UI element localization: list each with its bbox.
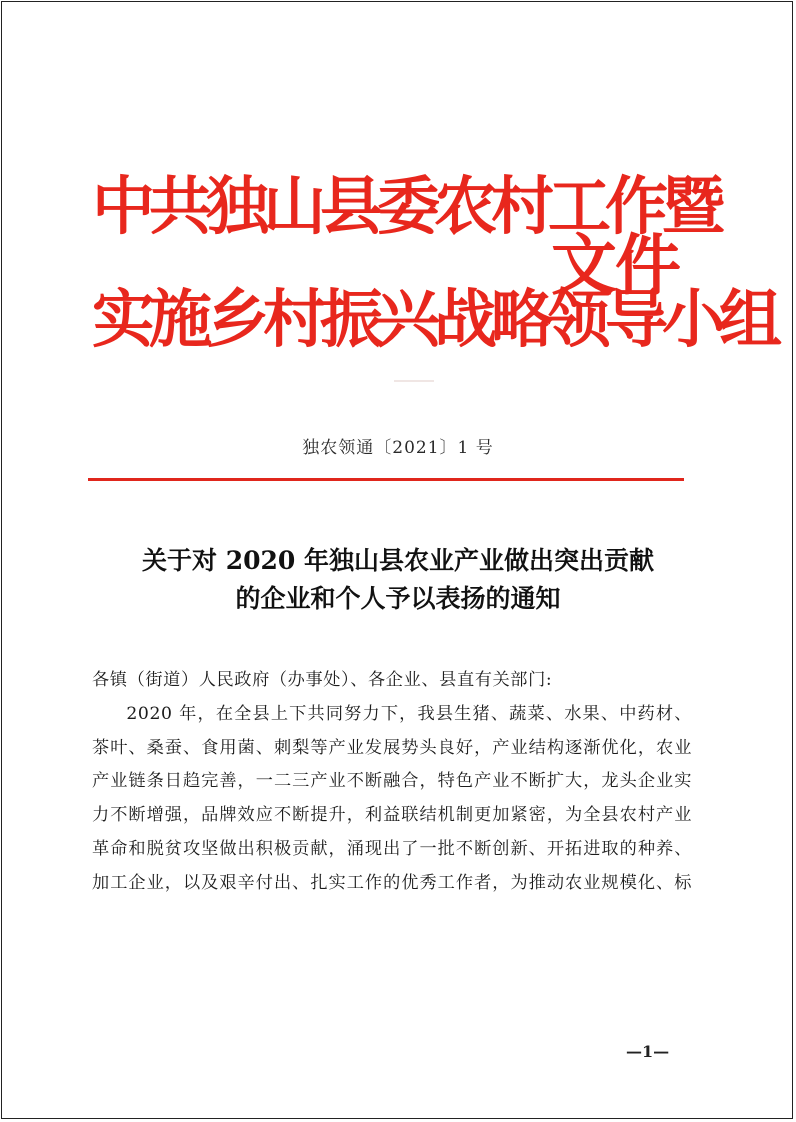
document-number: 独农领通〔2021〕1 号 — [302, 438, 494, 458]
issuer-name-line-1: 中共独山县委农村工作暨 — [92, 170, 719, 243]
document-label: 文件 — [551, 227, 679, 304]
document-title-line-1: 关于对 2020 年独山县农业产业做出突出贡献 — [142, 546, 654, 575]
decorative-mark — [394, 380, 434, 382]
red-divider — [88, 478, 684, 481]
document-body — [92, 664, 692, 901]
body-paragraph: 2020 年，在全县上下共同努力下，我县生猪、蔬菜、水果、中药材、茶叶、桑蚕、食用菌、刺梨等产业发展势头良好，产业结构逐渐优化，农业产业链条日趋完善，一二三产业不断融合，特色产业不断扩大，龙头企业实力不断增强，品牌效应不断提升，利益联结机制更加紧密，为全县农村产业革命和脱贫攻坚做出积极贡献，涌现出了一批不断创新、开拓进取的种养、加工企业，以及艰辛付出、扎实工作的优秀工作者，为推动农业规模化、标 — [92, 703, 692, 893]
salutation: 各镇（街道）人民政府（办事处）、各企业、县直有关部门: — [92, 670, 553, 690]
issuer-name-line-2: 实施乡村振兴战略领导小组 — [92, 283, 776, 356]
page-number: —1— — [626, 1042, 670, 1061]
document-title-line-2: 的企业和个人予以表扬的通知 — [235, 584, 561, 613]
